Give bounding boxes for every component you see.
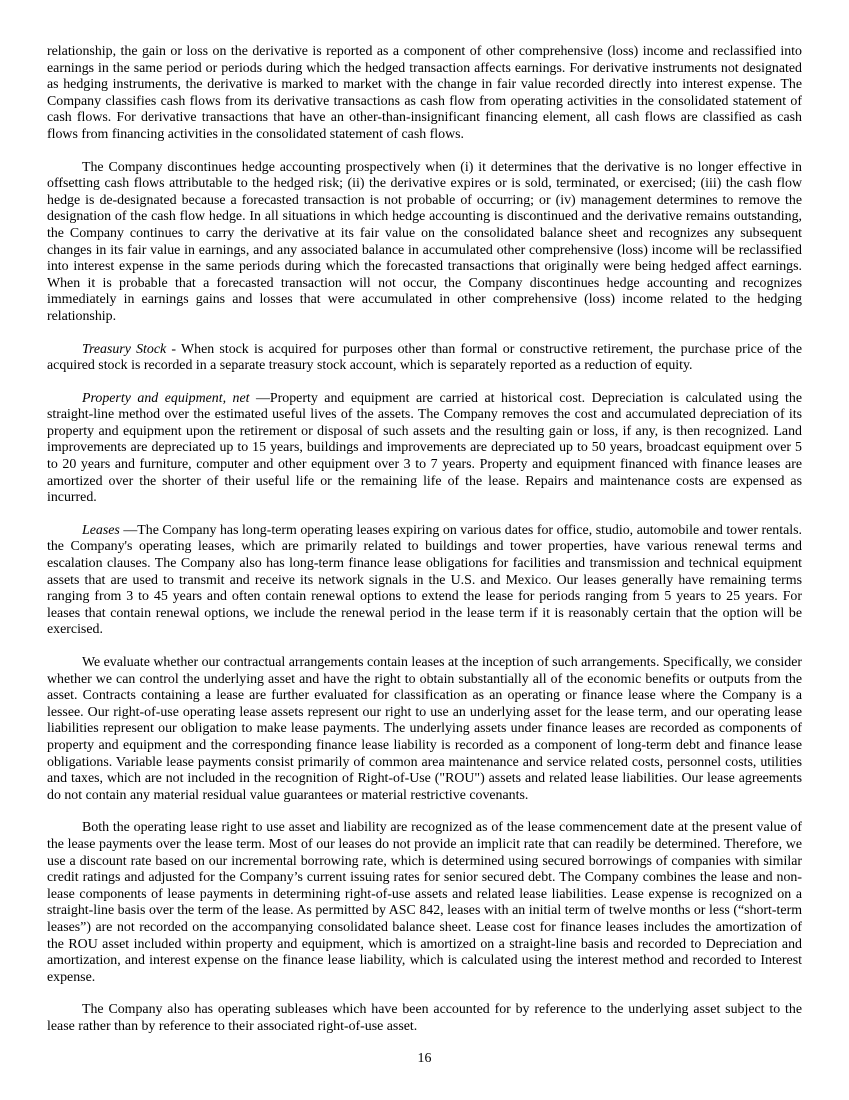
paragraph-text: We evaluate whether our contractual arrangements contain leases at the inception of such arrangements. Specifically, we consider whether we can control the underlying asset and have the right to obtain substantially all of the economic benefits or outputs from the asset. Contracts containing a lease are further evaluated for classification as an operating or finance lease where the Company is a lessee. Our right-of-use operating lease assets represent our right to use an underlying asset for the lease term, and our operating lease liabilities represent our obligation to make lease payments. The underlying assets under finance leases are recorded as components of property and equipment and the corresponding finance lease liability is recorded as a component of long-term debt and finance lease obligations. Variable lease payments consist primarily of common area maintenance and service related costs, personnel costs, utilities and taxes, which are not included in the recognition of Right-of-Use ("ROU") assets and related lease liabilities. Our lease agreements do not contain any material residual value guarantees or material restrictive covenants. — [47, 655, 802, 803]
paragraph-treasury-stock — [47, 342, 802, 375]
page-number: 16 — [417, 1051, 432, 1067]
paragraph-text: relationship, the gain or loss on the derivative is reported as a component of other comprehensive (loss) income and reclassified into earnings in the same period or periods during which the hedged transaction affects earnings. For derivative instruments not designated as hedging instruments, the derivative is marked to market with the change in fair value recorded directly into interest expense. The Company classifies cash flows from its derivative transactions as cash flow from operating activities in the consolidated statement of cash flows. For derivative transactions that have an other-than-insignificant financing element, all cash flows are classified as cash flows from financing activities in the consolidated statement of cash flows. — [47, 44, 802, 142]
paragraph-subleases — [47, 1002, 802, 1035]
paragraph-derivative-continuation — [47, 44, 802, 144]
paragraph-lead-property-equipment: Property and equipment, net — [82, 390, 250, 406]
paragraph-text: - When stock is acquired for purposes other than formal or constructive retirement, the purchase price of the acquired stock is recorded in a separate treasury stock account, which is separately reported as a reduction of equity. — [47, 341, 803, 374]
paragraph-text: The Company also has operating subleases which have been accounted for by reference to the underlying asset subject to the lease rather than by reference to their associated right-of-use asset. — [47, 1002, 802, 1034]
paragraph-lead-treasury-stock: Treasury Stock — [82, 341, 167, 357]
paragraph-lease-recognition — [47, 820, 802, 986]
paragraph-property-equipment — [47, 391, 802, 507]
paragraph-text: The Company discontinues hedge accounting prospectively when (i) it determines that the derivative is no longer effective in offsetting cash flows attributable to the hedged risk; (ii) the derivative expires or is sold, terminated, or exercised; (iii) the cash flow hedge is de-designated because a forecasted transaction is not probable of occurring; or (iv) management determines to remove the designation of the cash flow hedge. In all situations in which hedge accounting is discontinued and the derivative remains outstanding, the Company continues to carry the derivative at its fair value on the consolidated balance sheet and recognizes any subsequent changes in its fair value in earnings, and any associated balance in accumulated other comprehensive (loss) income will be reclassified into interest expense in the same periods during which the forecasted transactions that originally were being hedged affect earnings. When it is probable that a forecasted transaction will not occur, the Company discontinues hedge accounting and recognizes immediately in earnings gains and losses that were accumulated in other comprehensive (loss) income related to the hedging relationship. — [47, 159, 802, 324]
paragraph-lease-evaluation — [47, 655, 802, 804]
paragraph-hedge-discontinuation — [47, 160, 802, 326]
paragraph-text: —The Company has long-term operating leases expiring on various dates for office, studio, automobile and tower rentals. the Company's operating leases, which are primarily related to buildings and tower properties, have various renewal terms and escalation clauses. The Company also has long-term finance lease obligations for facilities and transmission and technical equipment assets that are used to transmit and receive its network signals in the U.S. and Mexico. Our leases generally have remaining terms ranging from 3 to 45 years and often contain renewal options to extend the lease for periods ranging from 5 years to 25 years. For leases that contain renewal options, we include the renewal period in the lease term if it is reasonably certain that the option will be exercised. — [47, 522, 802, 638]
paragraph-lead-leases: Leases — [82, 522, 120, 538]
paragraph-text: Both the operating lease right to use asset and liability are recognized as of the lease commencement date at the present value of the lease payments over the lease term. Most of our leases do not provide an implicit rate that can readily be determined. Therefore, we use a discount rate based on our incremental borrowing rate, which is determined using secured borrowings of companies with similar credit ratings and adjusted for the Company’s current issuing rates for senior secured debt. The Company combines the lease and non-lease components of lease payments in determining right-of-use assets and related lease liabilities. Lease expense is recognized on a straight-line basis over the term of the lease. As permitted by ASC 842, leases with an initial term of twelve months or less (“short-term leases”) are not recorded on the accompanying consolidated balance sheet. Lease cost for finance leases includes the amortization of the ROU asset included within property and equipment, which is amortized on a straight-line basis and recorded to Depreciation and amortization, and interest expense on the finance lease liability, which is calculated using the interest method and recorded to Interest expense. — [47, 820, 802, 985]
paragraph-text: —Property and equipment are carried at historical cost. Depreciation is calculated using the straight-line method over the estimated useful lives of the assets. The Company removes the cost and accumulated depreciation of its property and equipment upon the retirement or disposal of such assets and the resulting gain or loss, if any, is then recognized. Land improvements are depreciated up to 15 years, buildings and improvements are depreciated up to 50 years, broadcast equipment over 5 to 20 years and furniture, computer and other equipment over 3 to 7 years. Property and equipment financed with finance leases are amortized over the shorter of their useful life or the remaining life of the lease. Repairs and maintenance costs are expensed as incurred. — [47, 390, 802, 506]
paragraph-leases — [47, 523, 802, 639]
